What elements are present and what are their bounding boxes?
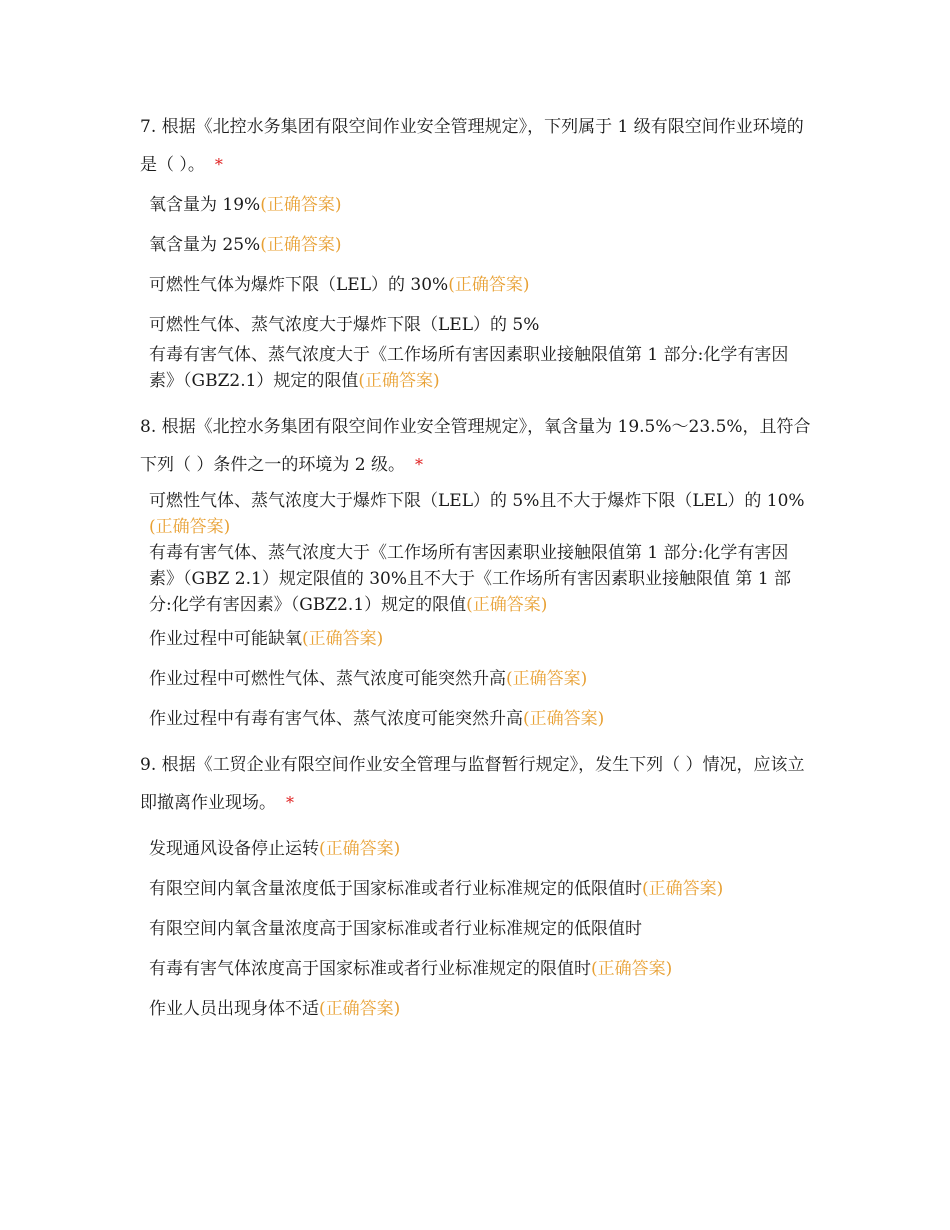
option-item[interactable]: 发现通风设备停止运转(正确答案) bbox=[149, 839, 401, 859]
correct-answer-tag: (正确答案) bbox=[260, 235, 342, 255]
option-item[interactable]: 有毒有害气体浓度高于国家标准或者行业标准规定的限值时(正确答案) bbox=[149, 959, 673, 979]
correct-answer-tag: (正确答案) bbox=[523, 709, 605, 729]
option-item[interactable]: 有毒有害气体、蒸气浓度大于《工作场所有害因素职业接触限值第 1 部分:化学有害因素》（GBZ 2.1）规定限值的 30%且不大于《工作场所有害因素职业接触限值 第 1 部分:化学有害因素》（GBZ2.1）规定的限值(正确答案) bbox=[149, 543, 792, 615]
correct-answer-tag: (正确答案) bbox=[506, 669, 588, 689]
option-item[interactable]: 作业人员出现身体不适(正确答案) bbox=[149, 999, 401, 1019]
quiz-page bbox=[140, 108, 820, 1036]
option-item[interactable]: 可燃性气体、蒸气浓度大于爆炸下限（LEL）的 5%且不大于爆炸下限（LEL）的 10%(正确答案) bbox=[149, 491, 805, 537]
correct-answer-tag: (正确答案) bbox=[466, 595, 548, 615]
correct-answer-tag: (正确答案) bbox=[260, 195, 342, 215]
option-item[interactable]: 作业过程中可燃性气体、蒸气浓度可能突然升高(正确答案) bbox=[149, 669, 588, 689]
option-item[interactable]: 作业过程中可能缺氧(正确答案) bbox=[149, 629, 384, 649]
correct-answer-tag: (正确答案) bbox=[149, 517, 231, 537]
option-item[interactable]: 有毒有害气体、蒸气浓度大于《工作场所有害因素职业接触限值第 1 部分:化学有害因素》（GBZ2.1）规定的限值(正确答案) bbox=[149, 345, 789, 391]
question-8 bbox=[140, 408, 820, 732]
required-mark: * bbox=[415, 455, 424, 474]
correct-answer-tag: (正确答案) bbox=[642, 879, 724, 899]
question-9 bbox=[140, 746, 820, 1022]
correct-answer-tag: (正确答案) bbox=[358, 371, 440, 391]
option-item[interactable]: 可燃性气体为爆炸下限（LEL）的 30%(正确答案) bbox=[149, 275, 530, 295]
correct-answer-tag: (正确答案) bbox=[448, 275, 530, 295]
options-list bbox=[140, 836, 820, 1022]
option-item[interactable]: 可燃性气体、蒸气浓度大于爆炸下限（LEL）的 5% bbox=[149, 315, 540, 335]
option-item[interactable]: 氧含量为 25%(正确答案) bbox=[149, 235, 342, 255]
correct-answer-tag: (正确答案) bbox=[591, 959, 673, 979]
options-list bbox=[140, 192, 820, 394]
option-item[interactable]: 氧含量为 19%(正确答案) bbox=[149, 195, 342, 215]
required-mark: * bbox=[214, 155, 223, 174]
option-item[interactable]: 作业过程中有毒有害气体、蒸气浓度可能突然升高(正确答案) bbox=[149, 709, 605, 729]
correct-answer-tag: (正确答案) bbox=[319, 999, 401, 1019]
required-mark: * bbox=[286, 793, 294, 812]
question-title: 7. 根据《北控水务集团有限空间作业安全管理规定》，下列属于 1 级有限空间作业环境的是（ ）。 * bbox=[140, 117, 804, 175]
correct-answer-tag: (正确答案) bbox=[319, 839, 401, 859]
question-7 bbox=[140, 108, 820, 394]
question-title: 8. 根据《北控水务集团有限空间作业安全管理规定》，氧含量为 19.5%～23.5%，且符合下列（ ）条件之一的环境为 2 级。 * bbox=[140, 417, 811, 475]
correct-answer-tag: (正确答案) bbox=[302, 629, 384, 649]
question-title: 9. 根据《工贸企业有限空间作业安全管理与监督暂行规定》，发生下列（ ）情况，应该立即撤离作业现场。 * bbox=[140, 755, 805, 813]
option-item[interactable]: 有限空间内氧含量浓度高于国家标准或者行业标准规定的低限值时 bbox=[149, 919, 642, 939]
option-item[interactable]: 有限空间内氧含量浓度低于国家标准或者行业标准规定的低限值时(正确答案) bbox=[149, 879, 724, 899]
options-list bbox=[140, 488, 820, 732]
